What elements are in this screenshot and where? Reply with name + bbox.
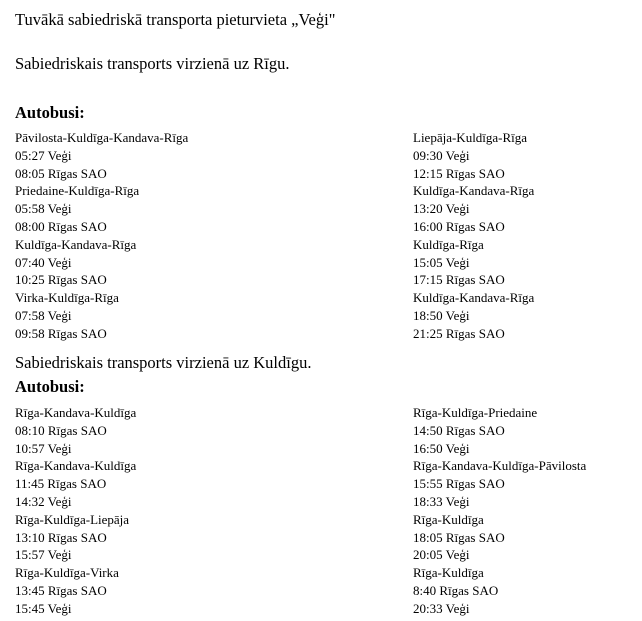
stop-time: 08:00 Rīgas SAO bbox=[15, 218, 107, 234]
stop-time: 07:40 Veģi bbox=[15, 254, 72, 270]
stop-time: 08:10 Rīgas SAO bbox=[15, 422, 107, 438]
route-group bbox=[15, 511, 136, 564]
schedule-column-to-riga-left bbox=[15, 129, 188, 343]
section-subheading-buses-to-kuldiga: Autobusi: bbox=[15, 377, 85, 396]
stop-time: 05:58 Veģi bbox=[15, 201, 72, 217]
route-name: Rīga-Kandava-Kuldīga-Pāvilosta bbox=[413, 458, 587, 474]
stop-time: 18:50 Veģi bbox=[413, 307, 470, 323]
stop-time: 09:30 Veģi bbox=[413, 147, 470, 163]
section-subheading-buses-to-riga: Autobusi: bbox=[15, 103, 85, 122]
route-name: Rīga-Kuldīga bbox=[413, 565, 484, 581]
section-heading-to-riga: Sabiedriskais transports virzienā uz Rīgu. bbox=[15, 54, 290, 73]
route-group bbox=[413, 511, 586, 564]
page-title: Tuvākā sabiedriskā transporta pieturvieta „Veģi" bbox=[15, 10, 336, 29]
schedule-column-to-riga-right bbox=[413, 129, 534, 343]
stop-time: 12:15 Rīgas SAO bbox=[413, 165, 505, 181]
route-group bbox=[413, 182, 534, 235]
stop-time: 11:45 Rīgas SAO bbox=[15, 476, 107, 492]
route-name: Kuldīga-Rīga bbox=[413, 236, 484, 252]
route-group bbox=[15, 289, 188, 342]
stop-time: 18:05 Rīgas SAO bbox=[413, 529, 505, 545]
stop-time: 15:05 Veģi bbox=[413, 254, 470, 270]
stop-time: 15:45 Veģi bbox=[15, 600, 72, 616]
stop-time: 09:58 Rīgas SAO bbox=[15, 325, 107, 341]
stop-time: 20:33 Veģi bbox=[413, 600, 470, 616]
route-name: Liepāja-Kuldīga-Rīga bbox=[413, 130, 528, 145]
stop-time: 14:32 Veģi bbox=[15, 493, 72, 509]
route-name: Kuldīga-Kandava-Rīga bbox=[15, 236, 137, 252]
stop-time: 08:05 Rīgas SAO bbox=[15, 165, 107, 181]
schedule-column-to-kuldiga-left bbox=[15, 404, 136, 618]
route-name: Rīga-Kuldīga-Priedaine bbox=[413, 405, 538, 420]
route-group bbox=[413, 236, 534, 289]
route-group bbox=[15, 404, 136, 457]
stop-time: 05:27 Veģi bbox=[15, 147, 72, 163]
stop-time: 20:05 Veģi bbox=[413, 547, 470, 563]
route-group bbox=[15, 236, 188, 289]
stop-time: 13:45 Rīgas SAO bbox=[15, 582, 107, 598]
route-name: Kuldīga-Kandava-Rīga bbox=[413, 290, 535, 306]
stop-time: 13:20 Veģi bbox=[413, 201, 470, 217]
schedule-column-to-kuldiga-right bbox=[413, 404, 586, 618]
route-group bbox=[15, 564, 136, 617]
stop-time: 07:58 Veģi bbox=[15, 307, 72, 323]
route-name: Rīga-Kandava-Kuldīga bbox=[15, 405, 137, 420]
route-name: Rīga-Kandava-Kuldīga bbox=[15, 458, 137, 474]
section-heading-to-kuldiga: Sabiedriskais transports virzienā uz Kuldīgu. bbox=[15, 353, 312, 372]
route-name: Virka-Kuldīga-Rīga bbox=[15, 290, 119, 306]
stop-time: 16:00 Rīgas SAO bbox=[413, 218, 505, 234]
route-group bbox=[413, 564, 586, 617]
stop-time: 15:55 Rīgas SAO bbox=[413, 476, 505, 492]
stop-time: 16:50 Veģi bbox=[413, 440, 470, 456]
route-name: Rīga-Kuldīga-Liepāja bbox=[15, 511, 130, 527]
stop-time: 10:57 Veģi bbox=[15, 440, 72, 456]
stop-time: 15:57 Veģi bbox=[15, 547, 72, 563]
route-group bbox=[413, 404, 586, 457]
stop-time: 21:25 Rīgas SAO bbox=[413, 325, 505, 341]
route-group bbox=[15, 182, 188, 235]
route-name: Pāvilosta-Kuldīga-Kandava-Rīga bbox=[15, 130, 189, 145]
route-name: Rīga-Kuldīga bbox=[413, 511, 484, 527]
route-group bbox=[413, 129, 534, 182]
stop-time: 13:10 Rīgas SAO bbox=[15, 529, 107, 545]
stop-time: 14:50 Rīgas SAO bbox=[413, 422, 505, 438]
stop-time: 17:15 Rīgas SAO bbox=[413, 272, 505, 288]
route-group bbox=[413, 457, 586, 510]
route-group bbox=[413, 289, 534, 342]
route-name: Kuldīga-Kandava-Rīga bbox=[413, 183, 535, 199]
stop-time: 8:40 Rīgas SAO bbox=[413, 582, 499, 598]
stop-time: 10:25 Rīgas SAO bbox=[15, 272, 107, 288]
route-name: Rīga-Kuldīga-Virka bbox=[15, 565, 119, 581]
route-group bbox=[15, 457, 136, 510]
route-name: Priedaine-Kuldīga-Rīga bbox=[15, 183, 140, 199]
stop-time: 18:33 Veģi bbox=[413, 493, 470, 509]
route-group bbox=[15, 129, 188, 182]
